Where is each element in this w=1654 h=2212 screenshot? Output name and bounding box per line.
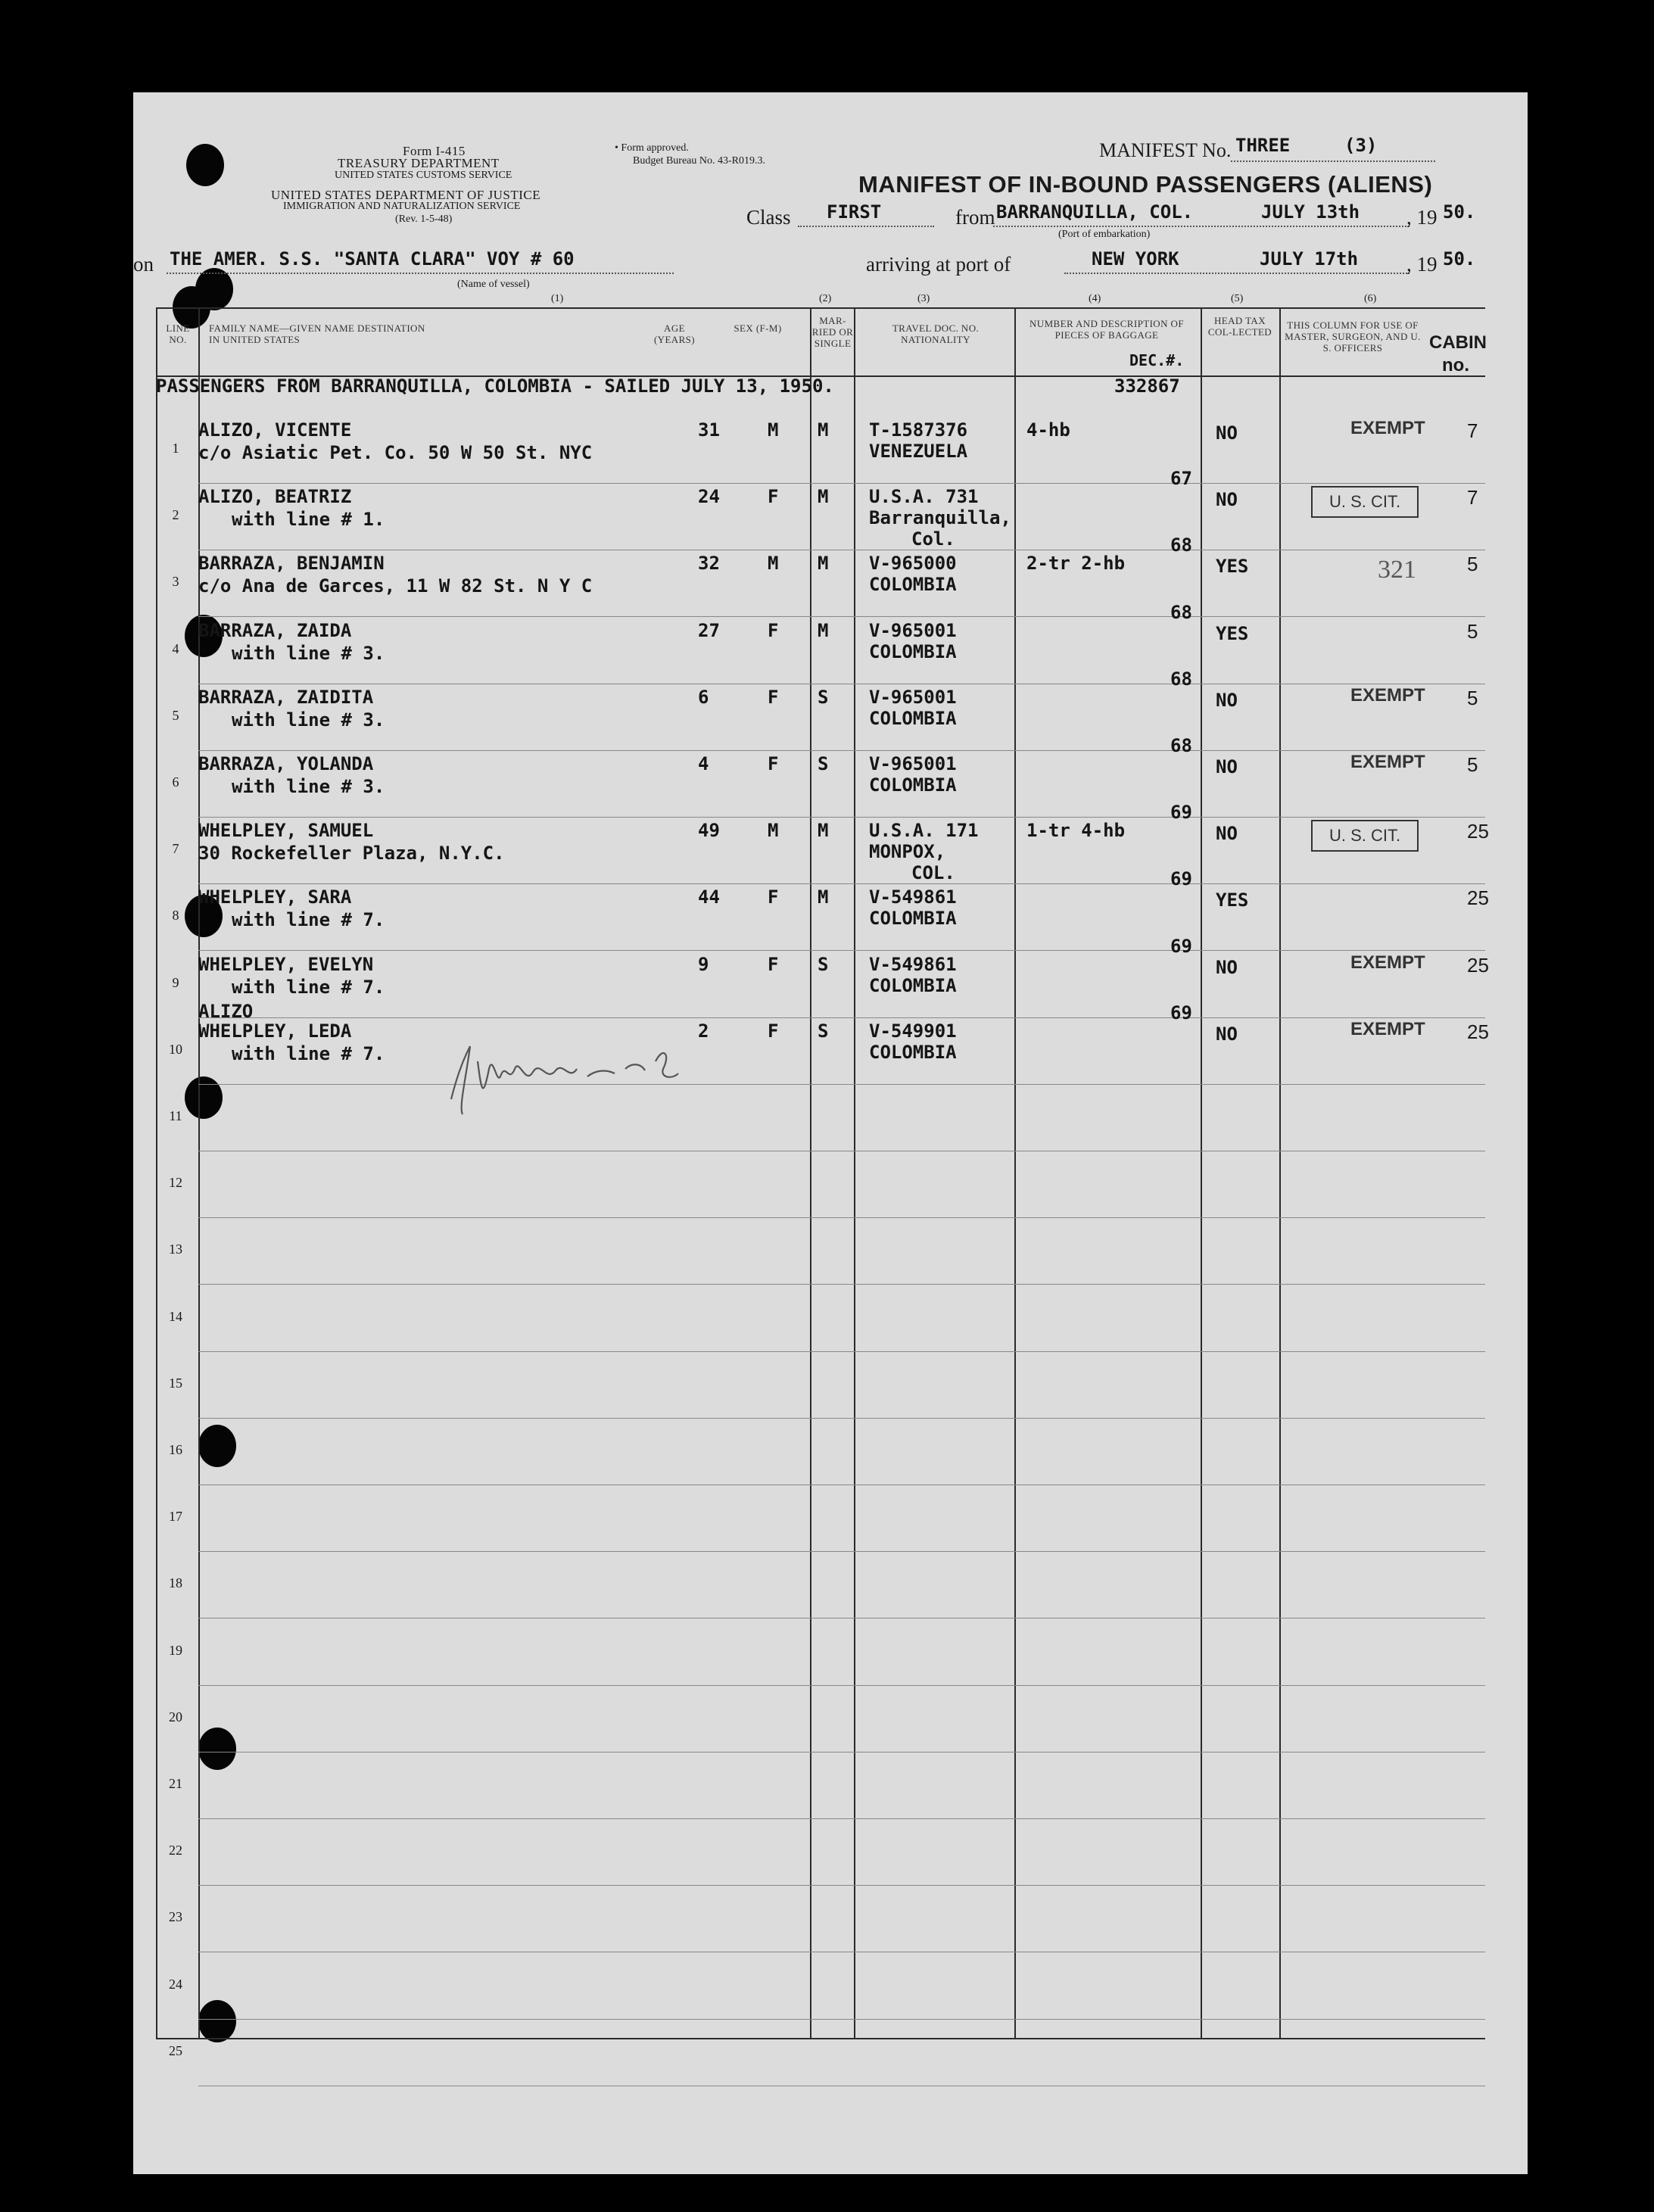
exempt-stamp: EXEMPT <box>1350 418 1425 438</box>
passenger-sex: F <box>768 753 779 774</box>
manifest-sheet <box>133 92 1528 2174</box>
baggage: 2-tr 2-hb <box>1026 553 1126 575</box>
header-age: AGE (YEARS) <box>653 322 696 345</box>
head-tax: YES <box>1216 622 1249 644</box>
punch-hole <box>198 2000 236 2042</box>
dec-number: 68 <box>1170 601 1192 623</box>
passenger-sex: F <box>768 619 779 641</box>
passenger-age: 2 <box>698 1020 709 1042</box>
cabin-number: 5 <box>1467 753 1478 776</box>
punch-hole <box>195 268 233 310</box>
passenger-sex: F <box>768 686 779 708</box>
passenger-age: 4 <box>698 753 709 774</box>
line-number: 5 <box>172 707 179 723</box>
punch-hole <box>198 1425 236 1467</box>
travel-doc: V-965001 <box>869 753 957 774</box>
cabin-number: 5 <box>1467 686 1478 709</box>
passenger-name: BARRAZA, BENJAMIN <box>198 553 385 575</box>
travel-doc: V-549861 <box>869 886 957 908</box>
travel-doc: V-965001 <box>869 619 957 641</box>
line-number: 3 <box>172 574 179 590</box>
nationality-2: Col. <box>911 528 955 550</box>
passenger-marital: M <box>818 886 829 908</box>
passenger-age: 44 <box>698 886 720 908</box>
travel-doc: U.S.A. 731 <box>869 486 979 508</box>
dec-number: 67 <box>1170 468 1192 490</box>
passenger-destination: with line # 7. <box>232 1042 385 1064</box>
line-number: 16 <box>169 1442 182 1457</box>
doj-label: UNITED STATES DEPARTMENT OF JUSTICE <box>271 188 541 202</box>
embark-caption: (Port of embarkation) <box>1058 229 1151 240</box>
nationality: COLOMBIA <box>869 640 957 662</box>
passenger-age: 6 <box>698 686 709 708</box>
passenger-name: WHELPLEY, LEDA <box>198 1020 352 1042</box>
passenger-name: WHELPLEY, EVELYN <box>198 953 374 975</box>
line-number: 21 <box>169 1776 182 1791</box>
head-tax: NO <box>1216 823 1238 845</box>
cabin-number: 5 <box>1467 553 1478 576</box>
passenger-marital: M <box>818 820 829 842</box>
dec-number: 68 <box>1170 534 1192 556</box>
cabin-number: 5 <box>1467 619 1478 643</box>
passenger-age: 32 <box>698 553 720 575</box>
treasury-dept: TREASURY DEPARTMENT <box>338 156 500 170</box>
nationality: COLOMBIA <box>869 707 957 729</box>
sail-date: JULY 13th <box>1261 201 1360 223</box>
head-tax: YES <box>1216 889 1249 911</box>
header-travel-doc: TRAVEL DOC. NO. NATIONALITY <box>892 322 980 345</box>
column-number-4: (4) <box>1089 293 1101 304</box>
header-married: MAR-RIED OR SINGLE <box>811 315 854 349</box>
header-line-no: LINE NO. <box>166 322 190 345</box>
customs-service: UNITED STATES CUSTOMS SERVICE <box>335 170 512 181</box>
travel-doc: U.S.A. 171 <box>869 820 979 842</box>
passenger-destination: with line # 7. <box>232 909 385 931</box>
line-number: 7 <box>172 841 179 857</box>
class-value: FIRST <box>827 201 882 223</box>
line-number: 10 <box>169 1041 182 1057</box>
line-number: 23 <box>169 1909 182 1925</box>
passenger-destination: with line # 1. <box>232 509 385 531</box>
cabin-number: 7 <box>1467 486 1478 509</box>
passenger-marital: S <box>818 686 829 708</box>
cabin-number: 25 <box>1467 886 1489 910</box>
year-2: 50. <box>1443 248 1476 269</box>
ins-label: IMMIGRATION AND NATURALIZATION SERVICE <box>283 201 521 212</box>
form-number: Form I-415 <box>403 144 466 158</box>
passenger-age: 24 <box>698 486 720 508</box>
from-label: from <box>955 206 995 229</box>
passenger-marital: S <box>818 753 829 774</box>
cabin-number: 7 <box>1467 419 1478 442</box>
head-tax: NO <box>1216 1023 1238 1045</box>
nationality: Barranquilla, <box>869 507 1011 529</box>
arrival-port: NEW YORK <box>1092 248 1179 269</box>
header-sex: SEX (F-M) <box>734 322 782 334</box>
us-citizen-stamp: U. S. CIT. <box>1311 820 1419 852</box>
line-number: 19 <box>169 1642 182 1658</box>
year-prefix-2: , 19 <box>1406 253 1438 276</box>
line-number: 8 <box>172 908 179 924</box>
class-label: Class <box>746 206 791 229</box>
line-number: 12 <box>169 1175 182 1191</box>
vessel-caption: (Name of vessel) <box>457 279 530 290</box>
baggage: 4-hb <box>1026 419 1070 441</box>
travel-doc: V-965000 <box>869 553 957 575</box>
embark-port: BARRANQUILLA, COL. <box>996 201 1194 223</box>
header-dec: DEC.#. <box>1129 351 1185 369</box>
passenger-destination: with line # 7. <box>232 976 385 998</box>
column-number-6: (6) <box>1364 293 1377 304</box>
passenger-age: 49 <box>698 820 720 842</box>
header-cabin: CABIN no. <box>1429 332 1487 375</box>
column-number-2: (2) <box>819 293 832 304</box>
manifest-number-value: THREE <box>1235 135 1291 156</box>
budget-bureau: Budget Bureau No. 43-R019.3. <box>633 155 765 167</box>
column-number-3: (3) <box>917 293 930 304</box>
year-1: 50. <box>1443 201 1476 223</box>
passenger-age: 31 <box>698 419 720 441</box>
head-tax: YES <box>1216 556 1249 578</box>
manifest-number-label: MANIFEST No. <box>1099 139 1232 161</box>
line-number: 20 <box>169 1709 182 1724</box>
passenger-sex: F <box>768 953 779 975</box>
passenger-name: BARRAZA, ZAIDITA <box>198 686 374 708</box>
dec-number: 68 <box>1170 668 1192 690</box>
cabin-number: 25 <box>1467 953 1489 977</box>
punch-hole <box>186 144 224 186</box>
passenger-name: ALIZO, BEATRIZ <box>198 486 352 508</box>
passenger-destination: 30 Rockefeller Plaza, N.Y.C. <box>198 843 505 865</box>
nationality: VENEZUELA <box>869 441 968 462</box>
travel-doc: V-965001 <box>869 686 957 708</box>
line-number: 22 <box>169 1843 182 1858</box>
header-baggage: NUMBER AND DESCRIPTION OF PIECES OF BAGGAGE <box>1029 318 1184 341</box>
passenger-sex: F <box>768 486 779 508</box>
head-tax: NO <box>1216 956 1238 978</box>
line-number: 14 <box>169 1308 182 1324</box>
passenger-name: WHELPLEY, SARA <box>198 886 352 908</box>
line-number: 25 <box>169 2042 182 2058</box>
exempt-stamp: EXEMPT <box>1350 684 1425 706</box>
officer-number: 321 <box>1378 556 1416 584</box>
travel-doc: T-1587376 <box>869 419 968 441</box>
cabin-number: 25 <box>1467 820 1489 843</box>
passenger-marital: M <box>818 419 829 441</box>
header-officers: THIS COLUMN FOR USE OF MASTER, SURGEON, AND U. S. OFFICERS <box>1285 319 1421 354</box>
nationality-2: COL. <box>911 862 955 884</box>
passenger-destination: c/o Ana de Garces, 11 W 82 St. N Y C <box>198 575 593 597</box>
line-number: 24 <box>169 1976 182 1992</box>
passenger-sex: M <box>768 553 779 575</box>
nationality: COLOMBIA <box>869 774 957 796</box>
line-number: 15 <box>169 1375 182 1391</box>
nationality: COLOMBIA <box>869 574 957 596</box>
passenger-sex: F <box>768 886 779 908</box>
line-number: 1 <box>172 441 179 456</box>
signature <box>436 1023 709 1129</box>
dec-number: 69 <box>1170 935 1192 957</box>
line-number: 18 <box>169 1575 182 1591</box>
line-number: 17 <box>169 1509 182 1525</box>
passenger-name: BARRAZA, YOLANDA <box>198 753 374 774</box>
arriving-label: arriving at port of <box>866 253 1011 276</box>
passenger-destination: with line # 3. <box>232 642 385 664</box>
dec-number: 68 <box>1170 735 1192 756</box>
column-number-5: (5) <box>1231 293 1244 304</box>
passenger-marital: M <box>818 553 829 575</box>
line-number: 6 <box>172 774 179 790</box>
passenger-name: WHELPLEY, SAMUEL <box>198 820 374 842</box>
passenger-age: 27 <box>698 619 720 641</box>
manifest-number-paren: (3) <box>1344 135 1378 156</box>
sailed-dec-number: 332867 <box>1114 375 1180 397</box>
passenger-destination: with line # 3. <box>232 709 385 731</box>
line-name-above: ALIZO <box>198 1000 254 1022</box>
passenger-marital: M <box>818 619 829 641</box>
revision-label: (Rev. 1-5-48) <box>395 213 453 225</box>
head-tax: NO <box>1216 489 1238 511</box>
passenger-sex: M <box>768 820 779 842</box>
passenger-sex: F <box>768 1020 779 1042</box>
page-title: MANIFEST OF IN-BOUND PASSENGERS (ALIENS) <box>858 171 1433 198</box>
column-number-1: (1) <box>551 293 564 304</box>
cabin-number: 25 <box>1467 1020 1489 1043</box>
exempt-stamp: EXEMPT <box>1350 1018 1425 1039</box>
nationality: COLOMBIA <box>869 974 957 996</box>
passenger-age: 9 <box>698 953 709 975</box>
vessel-name: THE AMER. S.S. "SANTA CLARA" VOY # 60 <box>170 248 575 269</box>
dec-number: 69 <box>1170 868 1192 890</box>
exempt-stamp: EXEMPT <box>1350 952 1425 973</box>
passenger-marital: M <box>818 486 829 508</box>
sailed-line: PASSENGERS FROM BARRANQUILLA, COLOMBIA - SAILED JULY 13, 1950. <box>156 375 834 397</box>
line-number: 2 <box>172 507 179 523</box>
head-tax: NO <box>1216 756 1238 777</box>
line-number: 13 <box>169 1242 182 1257</box>
head-tax: NO <box>1216 422 1238 444</box>
travel-doc: V-549861 <box>869 953 957 975</box>
arrival-date: JULY 17th <box>1260 248 1359 269</box>
passenger-marital: S <box>818 1020 829 1042</box>
baggage: 1-tr 4-hb <box>1026 820 1126 842</box>
on-label: on <box>133 253 154 276</box>
travel-doc: V-549901 <box>869 1020 957 1042</box>
header-head-tax: HEAD TAX COL-LECTED <box>1207 315 1272 338</box>
passenger-sex: M <box>768 419 779 441</box>
nationality: COLOMBIA <box>869 908 957 930</box>
passenger-name: ALIZO, VICENTE <box>198 419 352 441</box>
header-name: FAMILY NAME—GIVEN NAME DESTINATION IN UNITED STATES <box>209 322 425 345</box>
line-number: 9 <box>172 974 179 990</box>
passenger-destination: c/o Asiatic Pet. Co. 50 W 50 St. NYC <box>198 442 593 463</box>
form-approved: • Form approved. <box>615 142 689 154</box>
passenger-name: BARRAZA, ZAIDA <box>198 619 352 641</box>
nationality: MONPOX, <box>869 841 946 863</box>
passenger-destination: with line # 3. <box>232 776 385 797</box>
dec-number: 69 <box>1170 802 1192 824</box>
line-number: 4 <box>172 640 179 656</box>
dec-number: 69 <box>1170 1002 1192 1023</box>
head-tax: NO <box>1216 689 1238 711</box>
exempt-stamp: EXEMPT <box>1350 752 1425 772</box>
us-citizen-stamp: U. S. CIT. <box>1311 486 1419 518</box>
passenger-marital: S <box>818 953 829 975</box>
year-prefix-1: , 19 <box>1406 206 1438 229</box>
punch-hole <box>198 1728 236 1770</box>
nationality: COLOMBIA <box>869 1041 957 1063</box>
line-number: 11 <box>169 1108 182 1123</box>
